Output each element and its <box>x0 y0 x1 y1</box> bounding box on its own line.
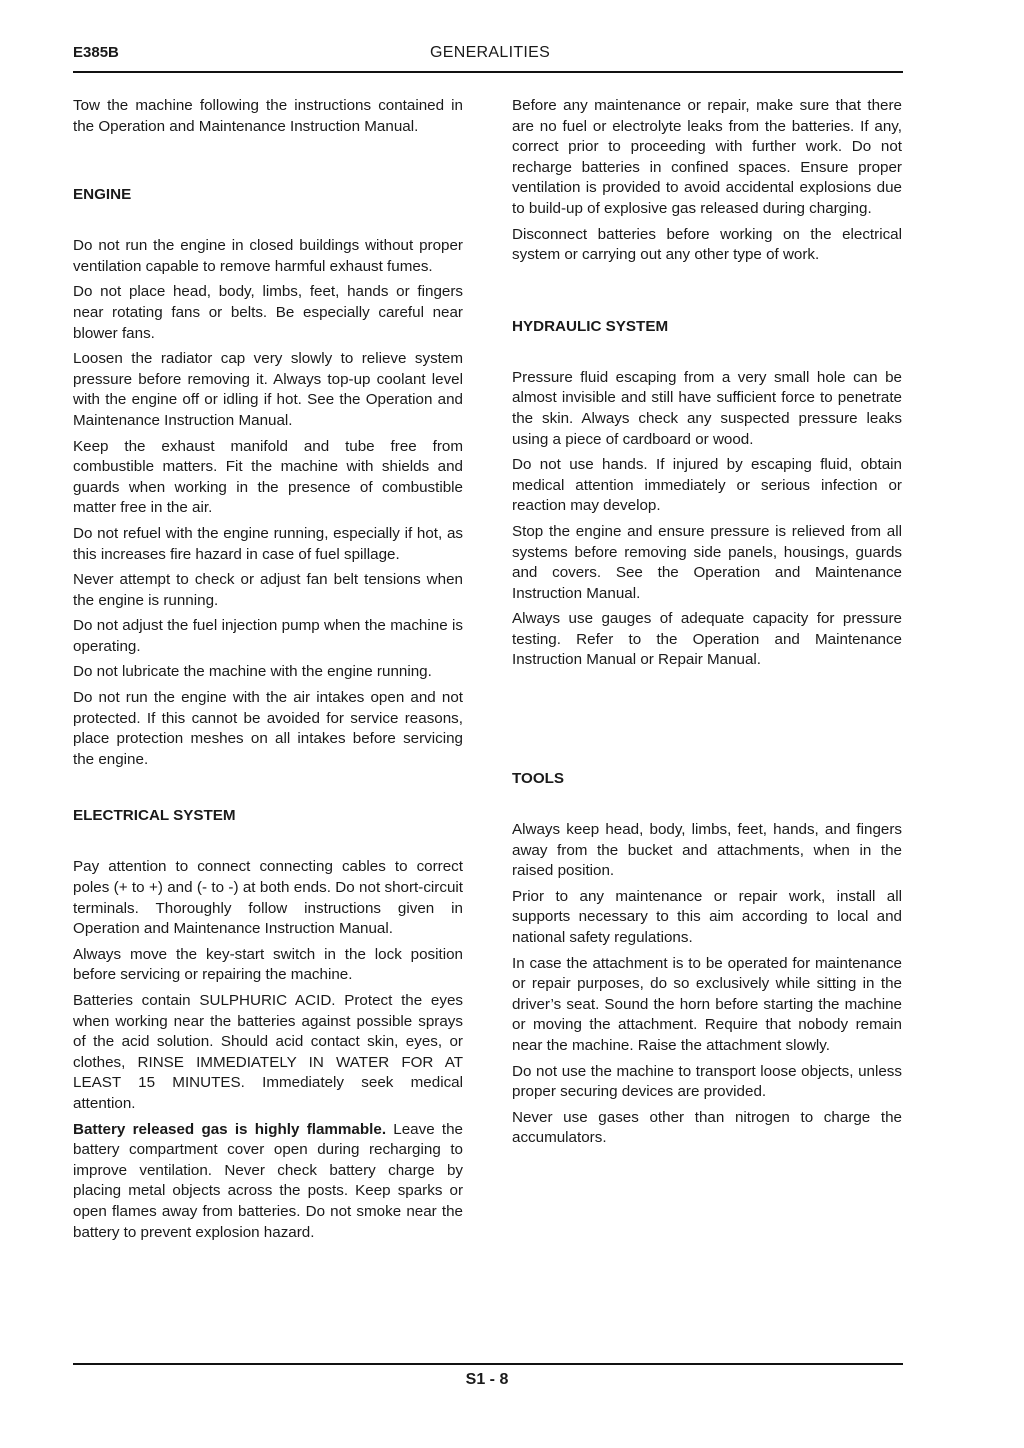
hydraulic-paragraph: Always use gauges of adequate capacity for pressure testing. Refer to the Operation and Maintenance Instruction Manual or Repair Manual. <box>512 610 902 669</box>
tools-paragraph: Always keep head, body, limbs, feet, hands, and fingers away from the bucket and attachments, when in the raised position. <box>512 821 902 880</box>
engine-paragraph: Loosen the radiator cap very slowly to relieve system pressure before removing it. Always top-up coolant level with the engine off or idling if hot. See the Operation and Maintenance Instruction Manual. <box>73 350 463 429</box>
tow-paragraph: Tow the machine following the instructions contained in the Operation and Maintenance Instruction Manual. <box>73 97 463 135</box>
hydraulic-paragraph: Pressure fluid escaping from a very small hole can be almost invisible and still have sufficient force to penetrate the skin. Always check any suspected pressure leaks using a piece of cardboard or wood. <box>512 368 902 448</box>
engine-paragraph: Do not lubricate the machine with the engine running. <box>73 663 432 681</box>
tools-paragraph: In case the attachment is to be operated for maintenance or repair purposes, do so exclusively while sitting in the driver’s seat. Sound the horn before starting the machine or moving the attachment. Require that nobody remain near the machine. Raise the attachment slowly. <box>512 954 902 1054</box>
right-column <box>512 96 902 1154</box>
engine-paragraph: Do not place head, body, limbs, feet, hands or fingers near rotating fans or belts. Be especially careful near blower fans. <box>73 283 463 342</box>
hydraulic-paragraph: Stop the engine and ensure pressure is relieved from all systems before removing side panels, housings, guards and covers. See the Operation and Maintenance Instruction Manual. <box>512 522 902 602</box>
electrical-heading: ELECTRICAL SYSTEM <box>73 807 236 825</box>
battery-paragraph: Disconnect batteries before working on the electrical system or carrying out any other type of work. <box>512 225 902 264</box>
section-title: GENERALITIES <box>430 44 551 61</box>
tools-paragraph: Never use gases other than nitrogen to charge the accumulators. <box>512 1108 902 1147</box>
flammable-warning-lead: Battery released gas is highly flammable. <box>73 1120 387 1138</box>
engine-paragraph: Do not adjust the fuel injection pump when the machine is operating. <box>73 617 463 655</box>
hydraulic-heading: HYDRAULIC SYSTEM <box>512 317 669 335</box>
electrical-paragraph: Always move the key-start switch in the lock position before servicing or repairing the machine. <box>73 945 463 984</box>
battery-paragraph: Before any maintenance or repair, make sure that there are no fuel or electrolyte leaks from the batteries. If any, correct prior to proceeding with further work. Do not recharge batteries in confined spaces. Ensure proper ventilation is provided to avoid accidental explosions due to build-up of explosive gas released during charging. <box>512 97 902 217</box>
engine-paragraph: Do not refuel with the engine running, especially if hot, as this increases fire hazard in case of fuel spillage. <box>73 524 463 563</box>
left-column <box>73 96 463 1248</box>
electrical-paragraph: Batteries contain SULPHURIC ACID. Protect the eyes when working near the batteries against possible sprays of the acid solution. Should acid contact skin, eyes, or clothes, RINSE IMMEDIATELY IN WATER FOR AT LEAST 15 MINUTES. Immediately seek medical attention. <box>73 992 463 1112</box>
flammable-warning-text: Leave the battery compartment cover open during recharging to improve ventilation. Never check battery charge by placing metal objects across the posts. Keep sparks or open flames away from batteries. Do not smoke near the battery to prevent explosion hazard. <box>73 1120 464 1241</box>
engine-heading: ENGINE <box>73 186 132 204</box>
engine-paragraph: Never attempt to check or adjust fan belt tensions when the engine is running. <box>73 571 463 609</box>
electrical-paragraph: Pay attention to connect connecting cables to correct poles (+ to +) and (- to -) at both ends. Do not short-circuit terminals. Thoroughly follow instructions given in Operation and Maintenance Instruction Manual. <box>73 858 463 938</box>
tools-paragraph: Do not use the machine to transport loose objects, unless proper securing devices are provided. <box>512 1062 902 1101</box>
engine-paragraph: Keep the exhaust manifold and tube free from combustible matters. Fit the machine with shields and guards when working in the presence of combustible matter free in the air. <box>73 437 463 517</box>
document-code: E385B <box>73 44 119 61</box>
flammable-paragraph <box>73 1120 463 1244</box>
tools-paragraph: Prior to any maintenance or repair work, install all supports necessary to this aim according to local and national safety regulations. <box>512 887 902 947</box>
page-number: S1 - 8 <box>465 1371 509 1388</box>
engine-paragraph: Do not run the engine in closed buildings without proper ventilation capable to remove harmful exhaust fumes. <box>73 237 463 275</box>
tools-heading: TOOLS <box>512 770 565 788</box>
footer-divider <box>73 1363 903 1365</box>
hydraulic-paragraph: Do not use hands. If injured by escaping fluid, obtain medical attention immediately or serious infection or reaction may develop. <box>512 456 902 515</box>
engine-paragraph: Do not run the engine with the air intakes open and not protected. If this cannot be avoided for service reasons, place protection meshes on all intakes before servicing the engine. <box>73 689 463 768</box>
header-divider <box>73 71 903 73</box>
